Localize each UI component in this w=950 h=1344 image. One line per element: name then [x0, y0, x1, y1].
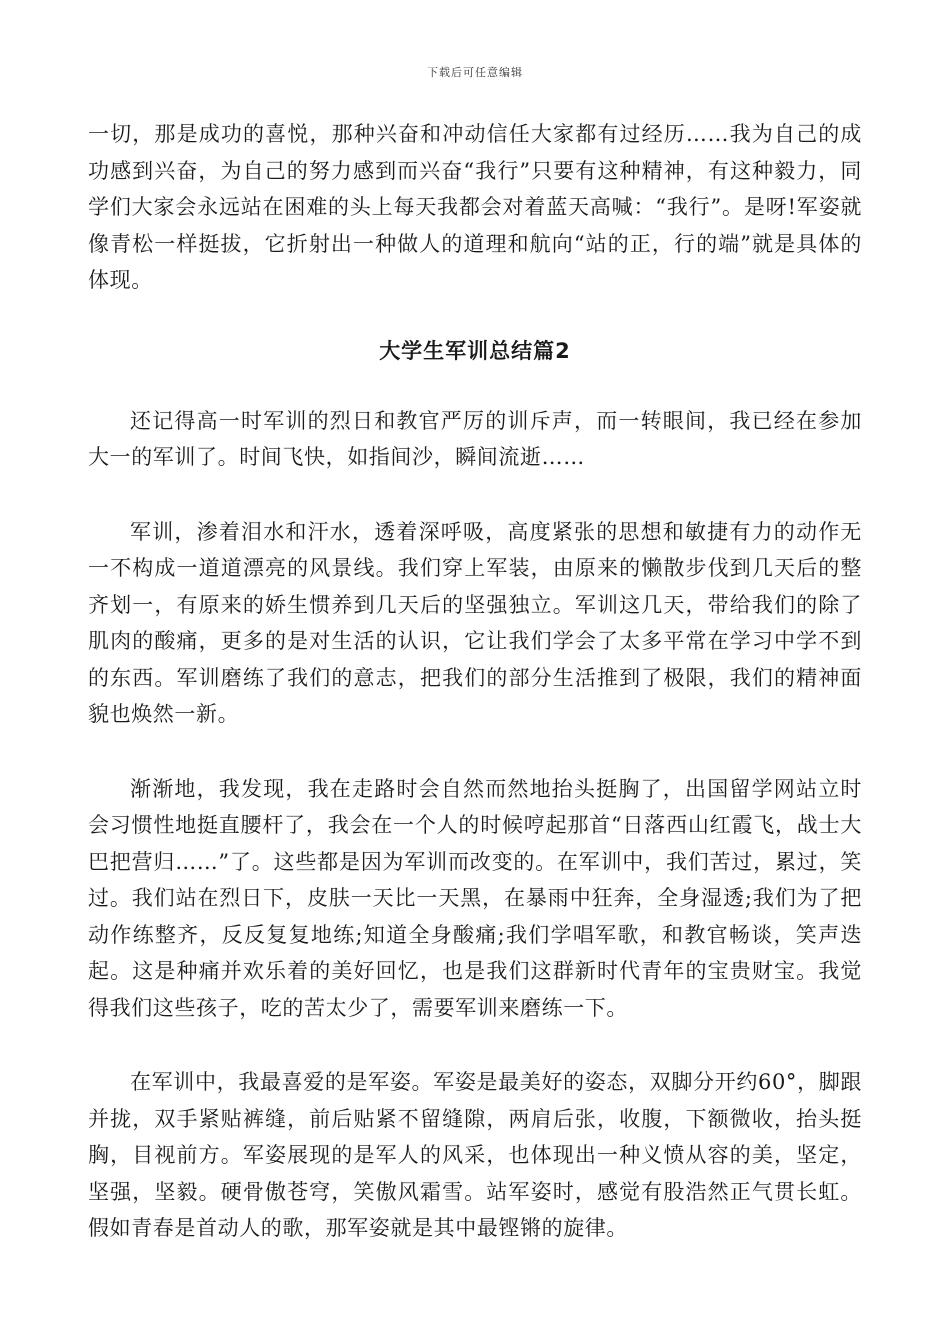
section-title: 大学生军训总结篇2 — [379, 338, 571, 363]
spacer — [88, 476, 862, 514]
body-paragraph: 还记得高一时军训的烈日和教官严厉的训斥声，而一转眼间，我已经在参加大一的军训了。时间飞快，如指间沙，瞬间流逝…… — [88, 408, 862, 469]
spacer — [88, 299, 862, 333]
spacer — [88, 733, 862, 771]
intro-paragraph: 一切，那是成功的喜悦，那种兴奋和冲动信任大家都有过经历……我为自己的成功感到兴奋，为自己的努力感到而兴奋“我行”只要有这种精神，有这种毅力，同学们大家会永远站在困难的头上每天我都会对着蓝天高喊：“我行”。是呀!军姿就像青松一样挺拔，它折射出一种做人的道理和航向“站的正，行的端”就是具体的体现。 — [88, 122, 862, 292]
header-note: 下载后可任意编辑 — [427, 66, 523, 79]
body-paragraph: 渐渐地，我发现，我在走路时会自然而然地抬头挺胸了，出国留学网站立时会习惯性地挺直腰杆了，我会在一个人的时候哼起那首“日落西山红霞飞，战士大巴把营归……”了。这些都是因为军训而改变的。在军训中，我们苦过，累过，笑过。我们站在烈日下，皮肤一天比一天黑，在暴雨中狂奔，全身湿透;我们为了把动作练整齐，反反复复地练;知道全身酸痛;我们学唱军歌，和教官畅谈，笑声迭起。这是种痛并欢乐着的美好回忆，也是我们这群新时代青年的宝贵财宝。我觉得我们这些孩子，吃的苦太少了，需要军训来磨练一下。 — [88, 776, 862, 1020]
spacer — [88, 1026, 862, 1064]
document-body — [88, 116, 862, 1247]
body-paragraph: 在军训中，我最喜爱的是军姿。军姿是最美好的姿态，双脚分开约60°，脚跟并拢，双手紧贴裤缝，前后贴紧不留缝隙，两肩后张，收腹，下额微收，抬头挺胸，目视前方。军姿展现的是军人的风采，也体现出一种义愤从容的美，坚定，坚强，坚毅。硬骨傲苍穹，笑傲风霜雪。站军姿时，感觉有股浩然正气贯长虹。假如青春是首动人的歌，那军姿就是其中最铿锵的旋律。 — [88, 1070, 862, 1240]
body-paragraph: 军训，渗着泪水和汗水，透着深呼吸，高度紧张的思想和敏捷有力的动作无一不构成一道道漂亮的风景线。我们穿上军装，由原来的懒散步伐到几天后的整齐划一，有原来的娇生惯养到几天后的坚强独立。军训这几天，带给我们的除了肌肉的酸痛，更多的是对生活的认识，它让我们学会了太多平常在学习中学不到的东西。军训磨练了我们的意志，把我们的部分生活推到了极限，我们的精神面貌也焕然一新。 — [88, 519, 862, 726]
spacer — [88, 369, 862, 403]
